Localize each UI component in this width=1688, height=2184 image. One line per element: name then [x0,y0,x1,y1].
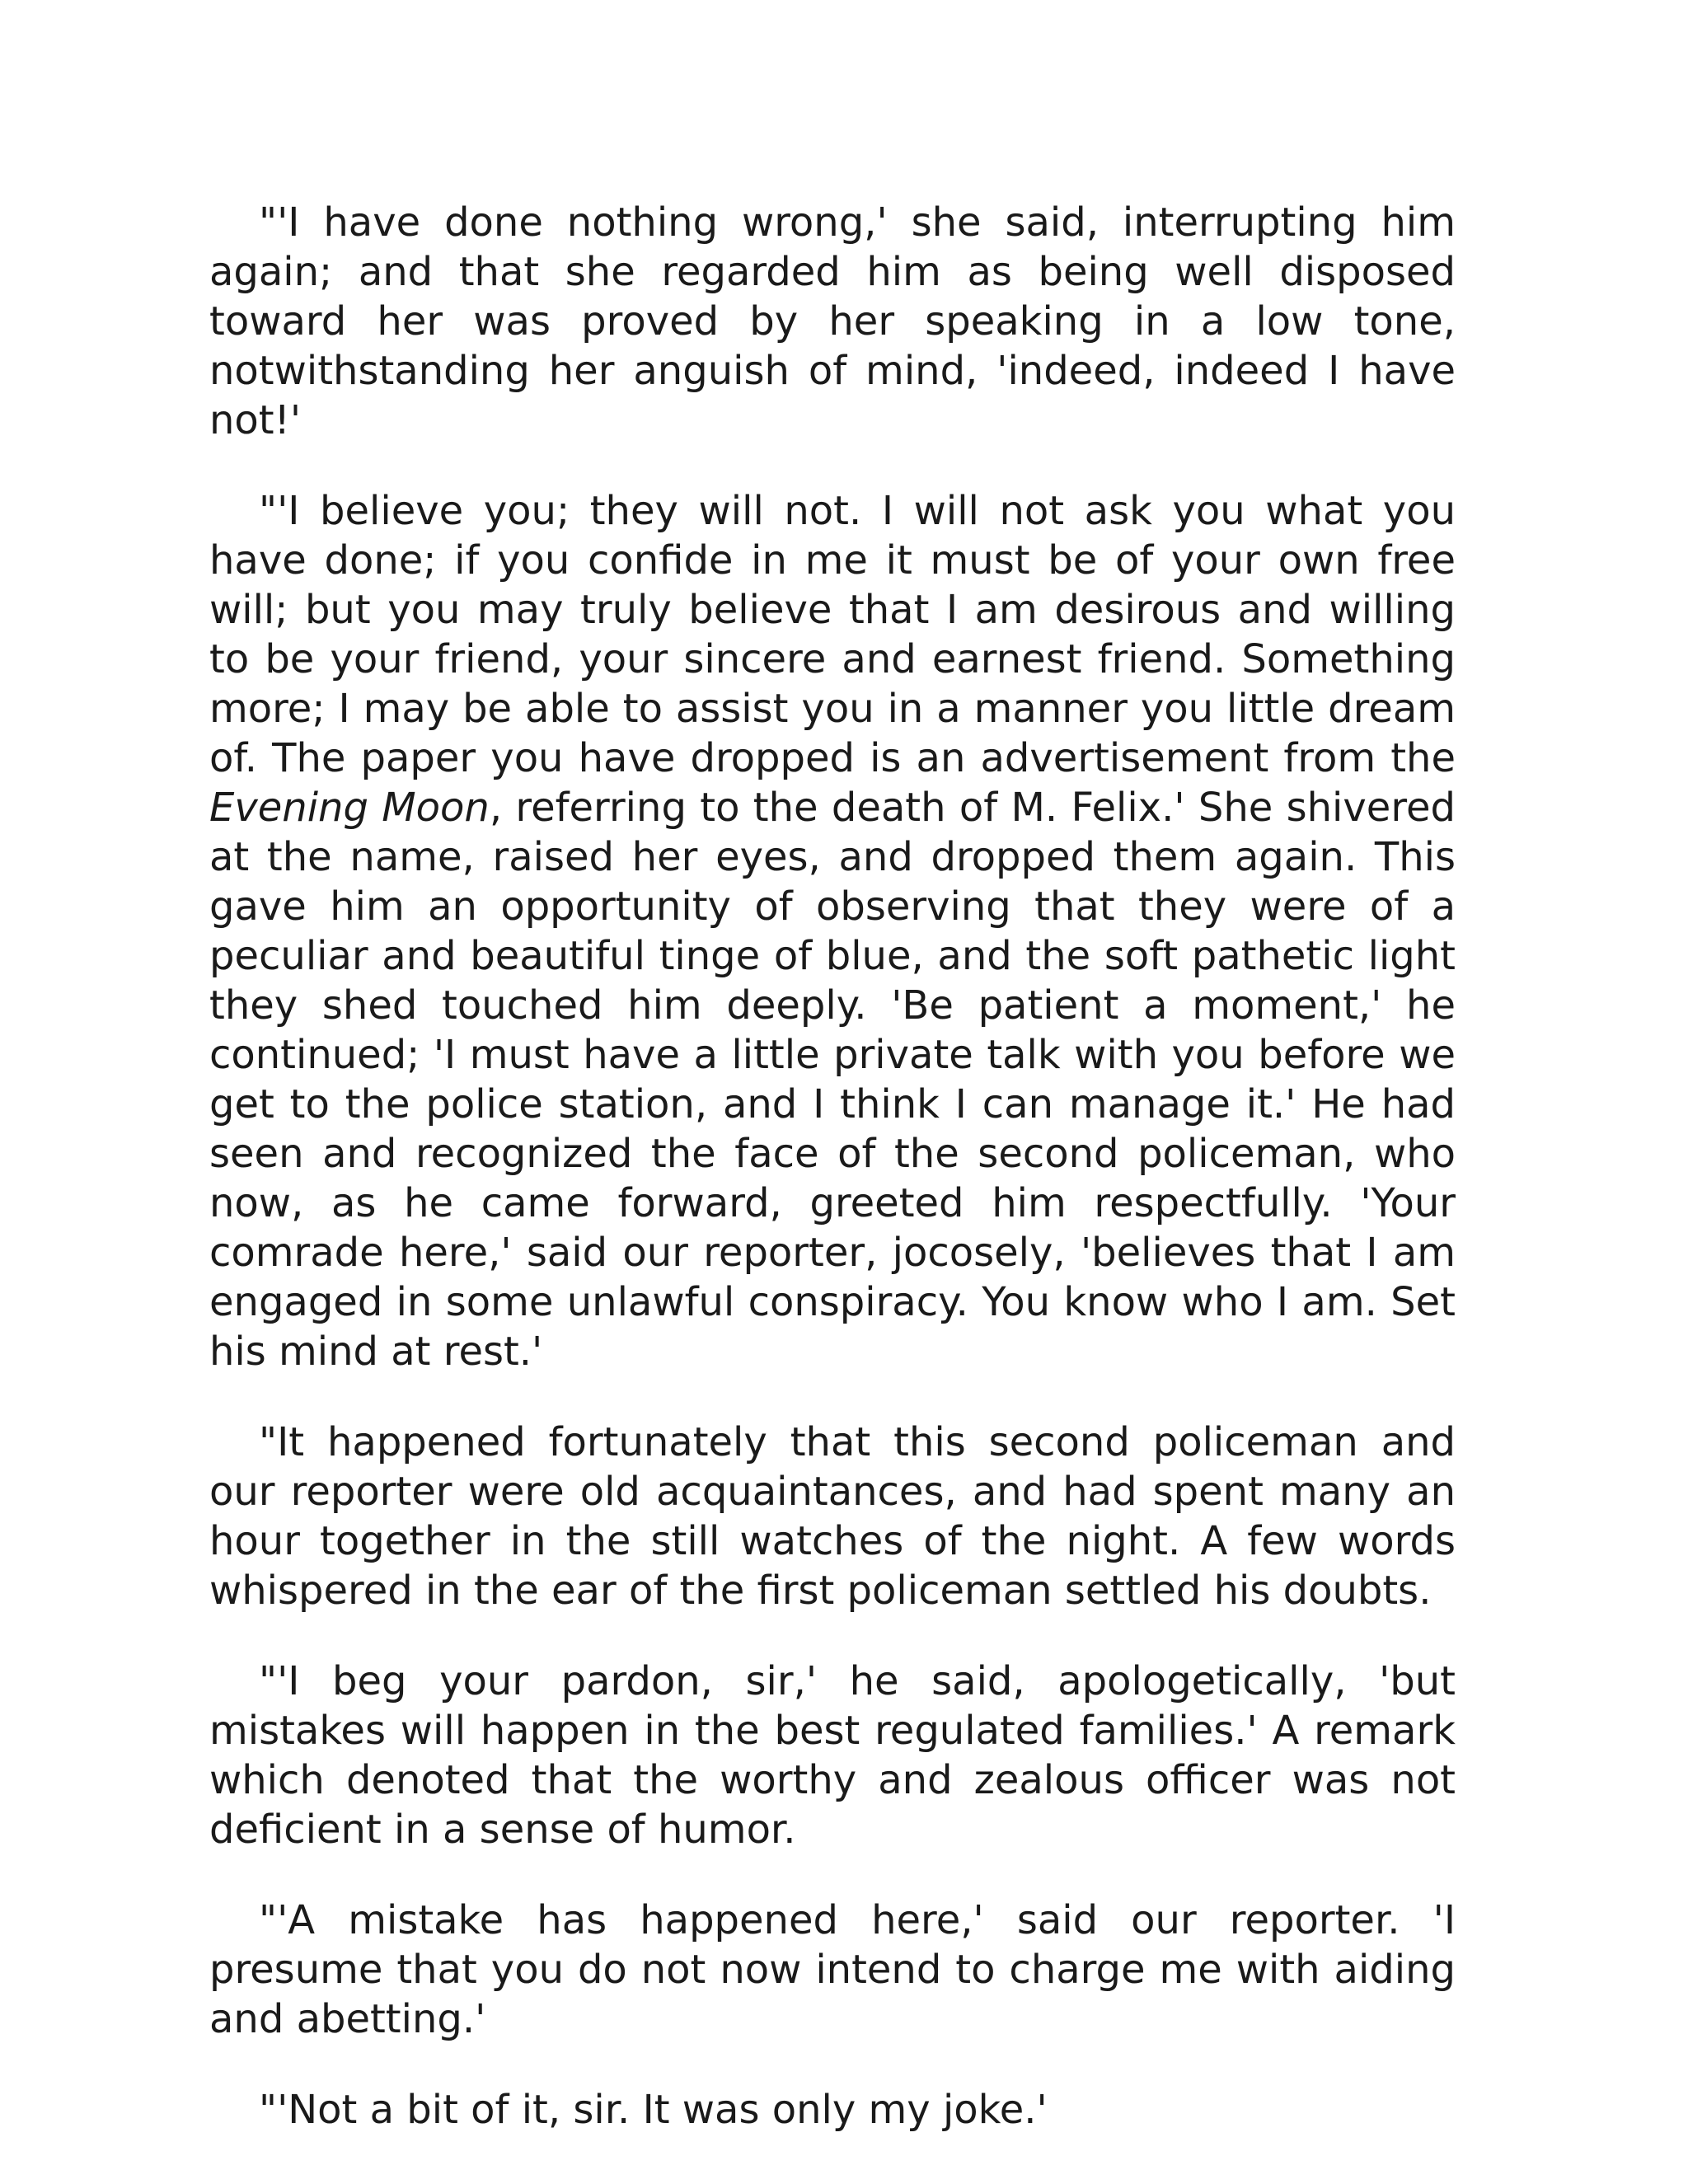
document-page [209,198,1456,2135]
paragraph [209,486,1456,1376]
paragraph: "It happened fortunately that this second policeman and our reporter were old acquaintances, and had spent many an hour together in the still watches of the night. A few words whispered in the ear of the first policeman settled his doubts. [209,1419,1456,1614]
newspaper-title: Evening Moon [209,785,490,831]
paragraph: "'A mistake has happened here,' said our reporter. 'I presume that you do not now intend to charge me with aiding and abetting.' [209,1897,1456,2042]
paragraph: "'I beg your pardon, sir,' he said, apologetically, 'but mistakes will happen in the best regulated families.' A remark which denoted that the worthy and zealous officer was not deficient in a sense of humor. [209,1658,1456,1853]
paragraph-text: "'I believe you; they will not. I will not ask you what you have done; if you confide in me it must be of your own free will; but you may truly believe that I am desirous and willing to be your friend, your sincere and earnest friend. Something more; I may be able to assist you in a manner you little dream of. The paper you have dropped is an advertisement from the [209,488,1456,781]
paragraph: "'Not a bit of it, sir. It was only my joke.' [259,2087,1048,2133]
paragraph: "'I have done nothing wrong,' she said, interrupting him again; and that she regarded him as being well disposed toward her was proved by her speaking in a low tone, notwithstanding her anguish of mind, 'indeed, indeed I have not!' [209,199,1456,443]
paragraph-text: , referring to the death of M. Felix.' She shivered at the name, raised her eyes, and dropped them again. This gave him an opportunity of observing that they were of a peculiar and beautiful tinge of blue, and the soft pathetic light they shed touched him deeply. 'Be patient a moment,' he continued; 'I must have a little private talk with you before we get to the police station, and I think I can manage it.' He had seen and recognized the face of the second policeman, who now, as he came forward, greeted him respectfully. 'Your comrade here,' said our reporter, jocosely, 'believes that I am engaged in some unlawful conspiracy. You know who I am. Set his mind at rest.' [209,785,1456,1375]
